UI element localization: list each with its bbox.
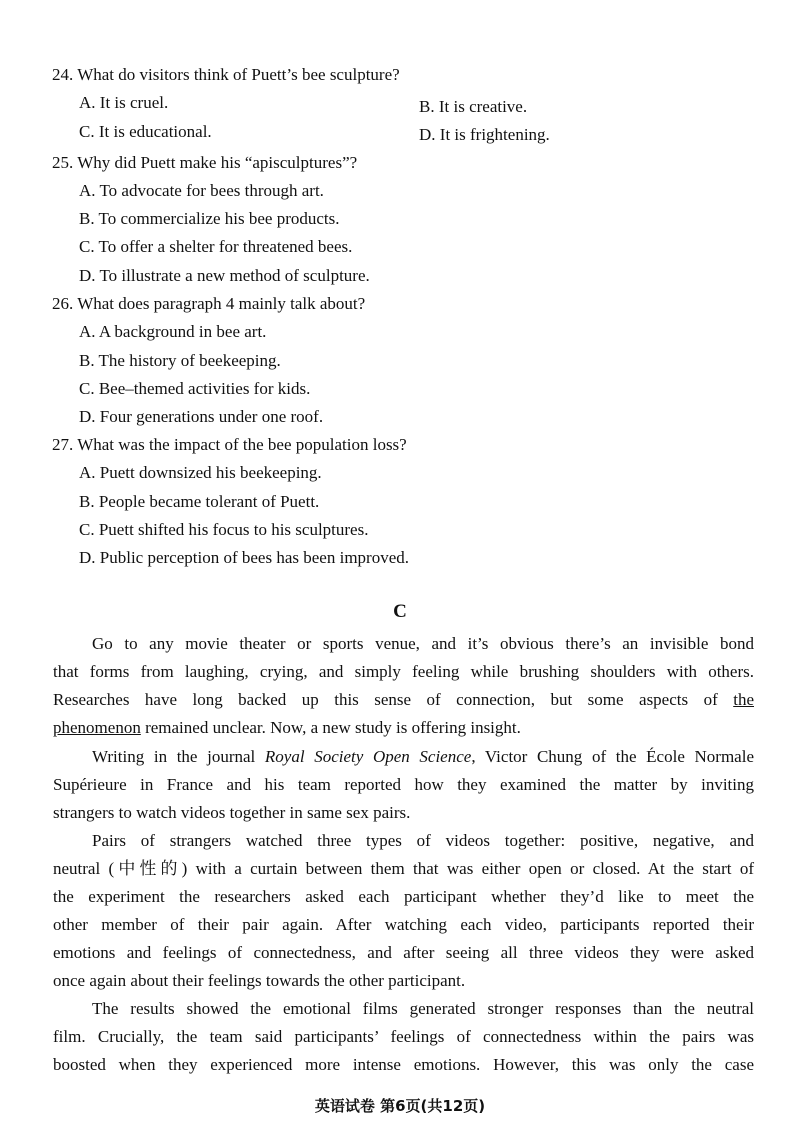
option-letter: D. [79, 548, 96, 567]
text-run: remained unclear. Now, a new study is offering insight. [140, 718, 521, 737]
option-a [79, 92, 168, 114]
option-a [79, 321, 266, 343]
underlined-phrase: phenomenon [53, 718, 141, 737]
paragraph-line [53, 717, 754, 739]
option-text: Public perception of bees has been improved. [99, 548, 409, 567]
option-text: The history of beekeeping. [98, 351, 281, 370]
option-b [79, 208, 340, 230]
underlined-phrase: the [733, 690, 754, 709]
paragraph-line: other member of their pair again. After watching each video, participants reported their [53, 915, 754, 934]
paragraph-line: Go to any movie theater or sports venue, and it’s obvious there’s an invisible bond [92, 634, 754, 653]
option-text: To offer a shelter for threatened bees. [98, 237, 353, 256]
option-d [419, 124, 550, 146]
paragraph-line: Supérieure in France and his team reported how they examined the matter by inviting [53, 775, 754, 794]
option-letter: C. [79, 379, 95, 398]
option-letter: C. [79, 237, 95, 256]
text-run: Researches have long backed up this sense of connection, but some aspects of [53, 690, 734, 709]
question-number: 26. [52, 294, 74, 313]
option-text: It is cruel. [99, 93, 169, 112]
question-text: Why did Puett make his “apisculptures”? [77, 153, 358, 172]
option-text: It is creative. [438, 97, 528, 116]
option-d [79, 547, 409, 569]
option-letter: B. [79, 209, 95, 228]
section-title: C [393, 601, 407, 622]
paragraph-line [92, 746, 754, 768]
paragraph-line [53, 689, 754, 711]
paragraph-line: film. Crucially, the team said participants’ feelings of connectedness within the pairs was [53, 1027, 754, 1046]
paragraph-line: The results showed the emotional films generated stronger responses than the neutral [92, 999, 754, 1018]
option-letter: A. [79, 93, 96, 112]
question-text: What does paragraph 4 mainly talk about? [77, 294, 366, 313]
question-stem [52, 434, 407, 456]
question-text: What was the impact of the bee population loss? [77, 435, 407, 454]
question-number: 25. [52, 153, 74, 172]
paragraph-line: boosted when they experienced more intense emotions. However, this was only the case [53, 1055, 754, 1074]
question-stem [52, 152, 357, 174]
option-letter: C. [79, 122, 95, 141]
option-letter: C. [79, 520, 95, 539]
option-letter: A. [79, 322, 96, 341]
option-b [79, 350, 281, 372]
page-footer: 英语试卷 第6页(共12页) [314, 1097, 486, 1115]
option-text: Four generations under one roof. [99, 407, 324, 426]
option-c [79, 378, 310, 400]
option-text: People became tolerant of Puett. [98, 492, 320, 511]
option-text: It is frightening. [439, 125, 550, 144]
option-a [79, 180, 324, 202]
option-text: A background in bee art. [98, 322, 267, 341]
paragraph-line: neutral (中性的) with a curtain between them that was either open or closed. At the start of [53, 859, 754, 878]
paragraph-line: once again about their feelings towards the other participant. [53, 971, 466, 990]
option-text: It is educational. [98, 122, 212, 141]
paragraph-line: that forms from laughing, crying, and simply feeling while brushing shoulders with others. [53, 662, 754, 681]
option-text: To illustrate a new method of sculpture. [99, 266, 370, 285]
question-stem [52, 64, 400, 86]
option-letter: D. [419, 125, 436, 144]
option-text: To advocate for bees through art. [99, 181, 324, 200]
option-text: Puett shifted his focus to his sculptures. [98, 520, 369, 539]
option-letter: D. [79, 266, 96, 285]
option-text: To commercialize his bee products. [98, 209, 340, 228]
paragraph-line: the experiment the researchers asked each participant whether they’d like to meet the [53, 887, 754, 906]
option-a [79, 462, 322, 484]
option-letter: B. [79, 351, 95, 370]
option-d [79, 265, 370, 287]
option-letter: B. [419, 97, 435, 116]
journal-name: Royal Society Open Science [264, 747, 472, 766]
option-d [79, 406, 323, 428]
text-run: Writing in the journal [92, 747, 265, 766]
paragraph-line: emotions and feelings of connectedness, and after seeing all three videos they were asked [53, 943, 754, 962]
option-letter: B. [79, 492, 95, 511]
question-text: What do visitors think of Puett’s bee sculpture? [77, 65, 400, 84]
option-c [79, 121, 212, 143]
option-letter: A. [79, 181, 96, 200]
option-text: Puett downsized his beekeeping. [99, 463, 322, 482]
option-text: Bee–themed activities for kids. [98, 379, 311, 398]
question-stem [52, 293, 365, 315]
question-number: 24. [52, 65, 74, 84]
option-c [79, 236, 352, 258]
text-run: , Victor Chung of the École Normale [471, 747, 754, 766]
question-number: 27. [52, 435, 74, 454]
option-b [79, 491, 319, 513]
option-b [419, 96, 527, 118]
paragraph-line: Pairs of strangers watched three types of videos together: positive, negative, and [92, 831, 754, 850]
option-letter: A. [79, 463, 96, 482]
paragraph-line: strangers to watch videos together in same sex pairs. [53, 803, 411, 822]
option-letter: D. [79, 407, 96, 426]
option-c [79, 519, 368, 541]
